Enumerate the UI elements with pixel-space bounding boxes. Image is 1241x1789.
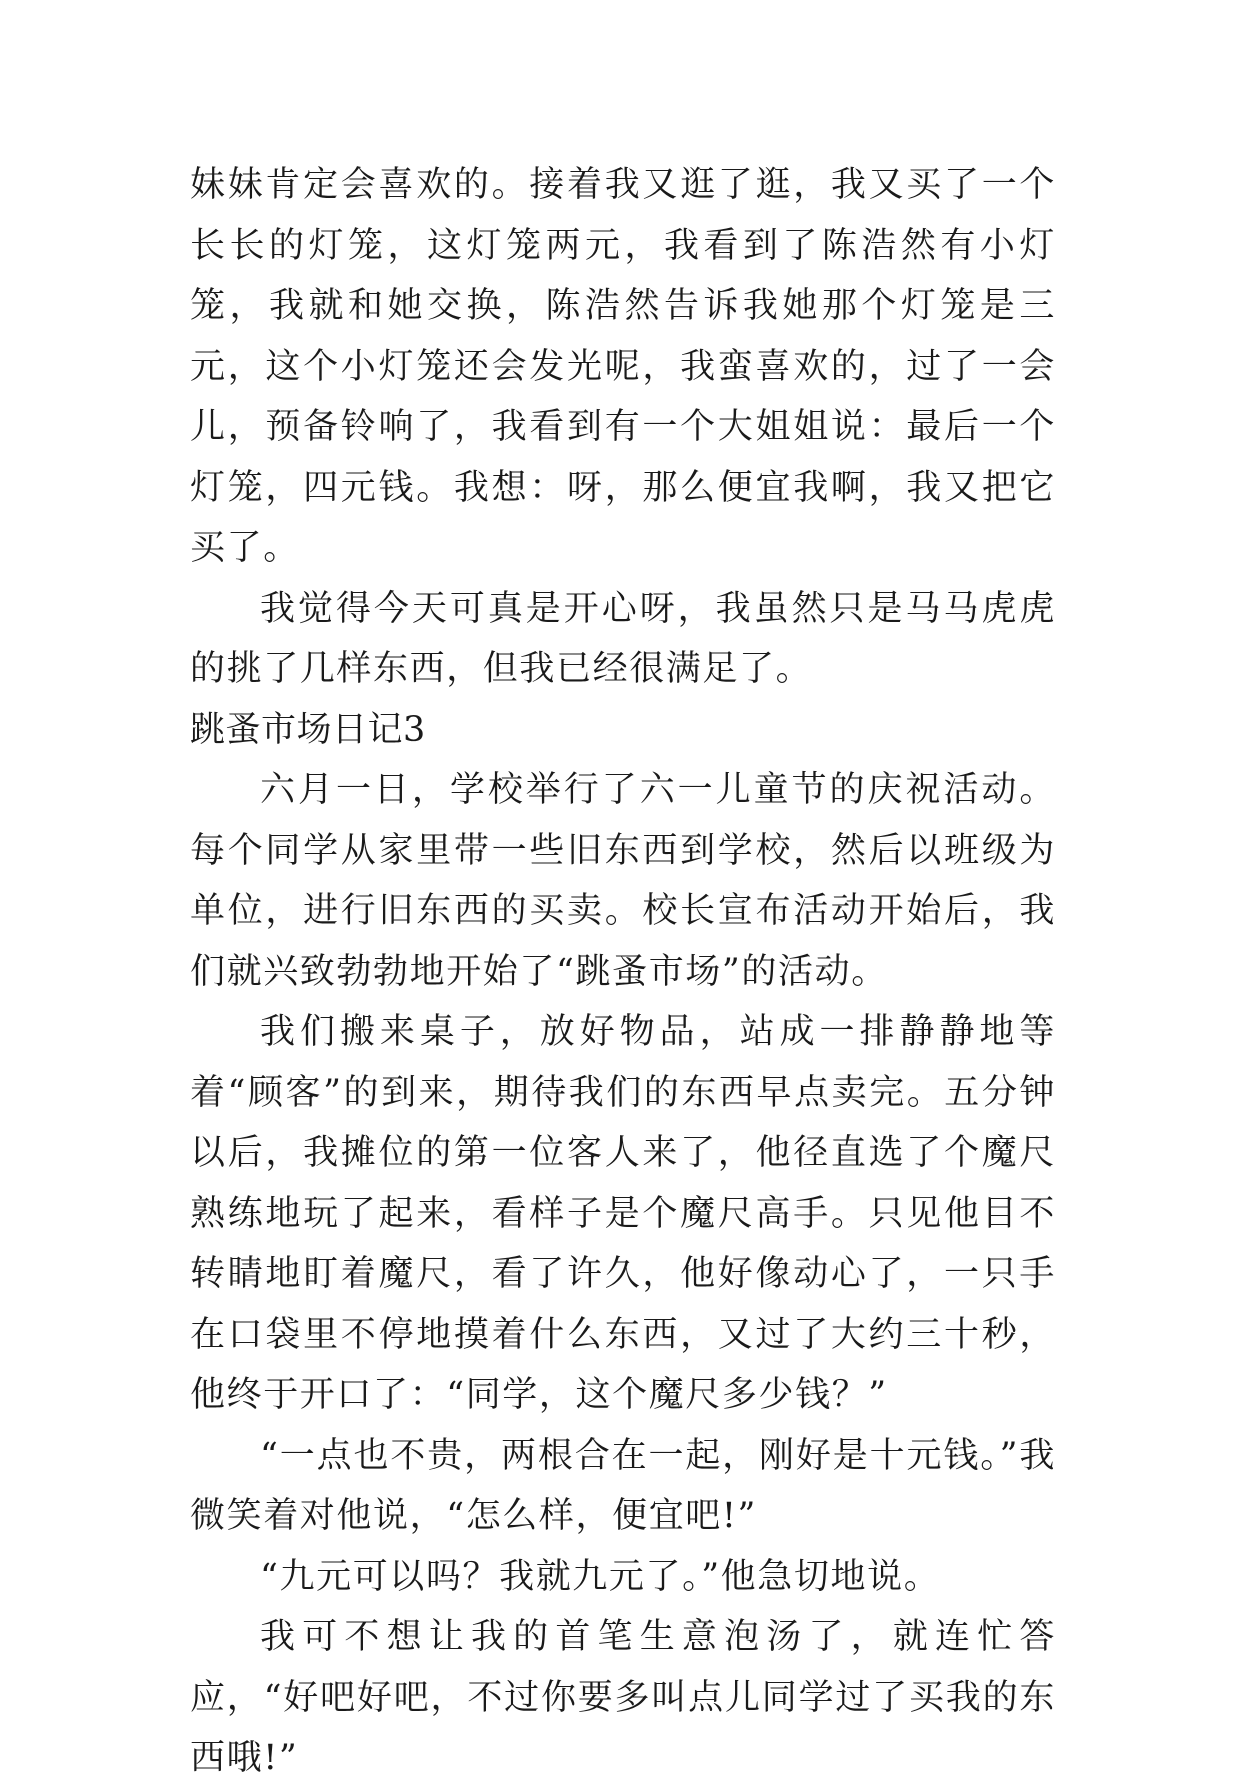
paragraph: 我们搬来桌子，放好物品，站成一排静静地等着“顾客”的到来，期待我们的东西早点卖完。五分钟以后，我摊位的第一位客人来了，他径直选了个魔尺熟练地玩了起来，看样子是个魔尺高手。只见他目不转睛地盯着魔尺，看了许久，他好像动心了，一只手在口袋里不停地摸着什么东西，又过了大约三十秒，他终于开口了：“同学，这个魔尺多少钱？”: [190, 1012, 1056, 1415]
paragraph: 我可不想让我的首笔生意泡汤了，就连忙答应，“好吧好吧，不过你要多叫点儿同学过了买我的东西哦!”: [190, 1617, 1056, 1778]
paragraph: “九元可以吗？我就九元了。”他急切地说。: [260, 1556, 941, 1597]
section-heading: 跳蚤市场日记3: [190, 709, 426, 750]
paragraph: 六月一日，学校举行了六一儿童节的庆祝活动。每个同学从家里带一些旧东西到学校，然后以班级为单位，进行旧东西的买卖。校长宣布活动开始后，我们就兴致勃勃地开始了“跳蚤市场”的活动。: [190, 770, 1056, 992]
paragraph: 我觉得今天可真是开心呀，我虽然只是马马虎虎的挑了几样东西，但我已经很满足了。: [190, 588, 1056, 689]
paragraph: “一点也不贵，两根合在一起，刚好是十元钱。”我微笑着对他说，“怎么样，便宜吧!”: [190, 1435, 1056, 1536]
document-body: [190, 155, 1056, 1789]
paragraph-continuation: 妹妹肯定会喜欢的。接着我又逛了逛，我又买了一个长长的灯笼，这灯笼两元，我看到了陈浩然有小灯笼，我就和她交换，陈浩然告诉我她那个灯笼是三元，这个小灯笼还会发光呢，我蛮喜欢的，过了一会儿，预备铃响了，我看到有一个大姐姐说：最后一个灯笼，四元钱。我想：呀，那么便宜我啊，我又把它买了。: [190, 165, 1056, 568]
